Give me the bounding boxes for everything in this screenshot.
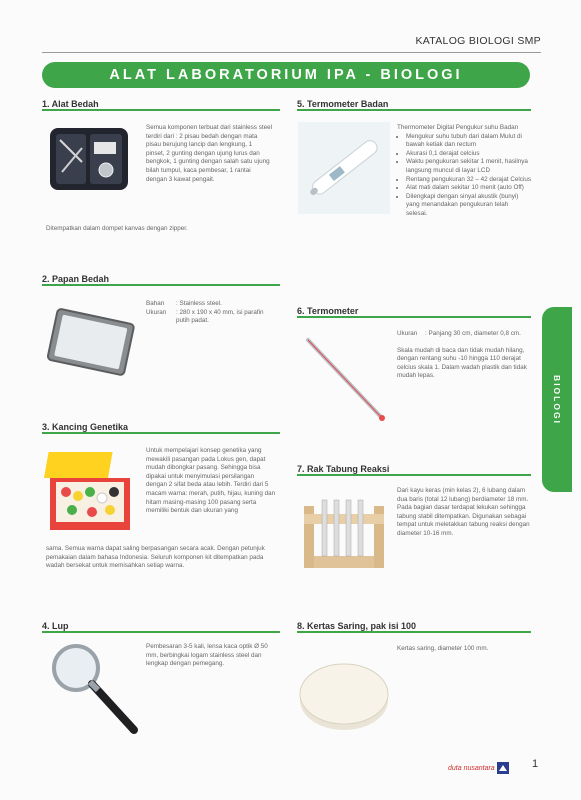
section-kertas-saring [297,620,531,632]
feature-item: • Mengukur suhu tubuh dari dalam Mulut di bawah ketiak dan rectum [406,133,531,150]
ukuran-value: : Panjang 30 cm, diameter 0,8 cm. [425,330,521,337]
glass-thermometer-image [300,330,388,426]
section-papan-bedah [42,273,280,285]
section-termometer [297,305,531,317]
section-title: 4. Lup [42,621,69,631]
section-divider [42,432,280,434]
section-rak-tabung [297,463,531,475]
section-title: 1. Alat Bedah [42,99,99,109]
page-banner: ALAT LABORATORIUM IPA - BIOLOGI [42,62,530,88]
section-title: 7. Rak Tabung Reaksi [297,464,390,474]
section-divider [42,109,280,111]
section-divider [42,284,280,286]
section-title: 6. Termometer [297,306,359,316]
papan-bedah-specs [146,300,276,326]
feature-item: • Akurasi 0,1 derajat celcius [406,150,531,159]
side-tab-label: BIOLOGI [552,374,562,425]
lup-desc: Pembesaran 3-5 kali, lensa kaca optik Ø 50 mm, berbingkai logam stainless steel dan lengkap dengan pemegang. [146,643,268,668]
section-kancing-genetika [42,421,280,433]
ukuran-label: Ukuran [397,330,418,337]
magnifier-image [46,642,142,738]
ukuran-label: Ukuran [146,308,167,316]
feature-item: • Rentang pengukuran 32 – 42 derajat Celcius [406,176,531,185]
bahan-label: Bahan [146,300,165,307]
feature-item: • Alat mati dalam sekitar 10 menit (auto Off) [406,184,531,193]
section-title: 3. Kancing Genetika [42,422,129,432]
test-tube-rack-image [300,486,388,582]
section-termometer-badan [297,98,531,110]
rak-desc: Dari kayu keras (min kelas 2), 6 lubang dalam dua baris (total 12 lubang) berdiameter 18 mm. Pada bagian dasar terdapat lekukan sehingga tabung stabil ditempatkan. Digunakan sebagai tempat untuk meletakkan tabung reaksi dengan diameter 10-16 mm. [397,487,530,537]
kancing-note: sama. Semua warna dapat saling berpasangan secara acak. Dengan petunjuk pemakaian dalam bahasa Indonesia. Seluruh komponen kit ditempatkan pada wadah bersekat untuk memisahkan setiap warna. [46,545,265,570]
brand-name: duta nusantara [448,764,495,772]
section-title: 8. Kertas Saring, pak isi 100 [297,621,417,631]
dissecting-kit-image [46,122,132,194]
feature-item: • Dilengkapi dengan sinyal akustik (bunyi) yang menandakan pengukuran telah selesai. [406,193,531,219]
side-tab [542,307,572,492]
section-divider [297,474,531,476]
termometer-specs [397,330,531,381]
alat-bedah-note: Ditempatkan dalam dompet kanvas dengan zipper. [46,225,188,232]
filter-paper-image [298,652,390,736]
section-divider [42,631,280,633]
brand-mark-icon [497,762,509,774]
alat-bedah-desc: Semua komponen terbuat dari stainless steel terdiri dari : 2 pisau bedah dengan mata pisau berujung lancip dan lengkung, 1 pinset, 2 gunting dengan ujung lurus dan bengkok, 1 gunting dengan salah satu ujung bilah tumpul, kaca pembesar, 1 rantai dengan 3 kawat pengait. [146,124,273,183]
feature-item: • Waktu pengukuran sekitar 1 menit, hasilnya langsung muncul di layar LCD [406,158,531,175]
section-title: 5. Termometer Badan [297,99,389,109]
genetic-beads-image [44,444,136,536]
section-divider [297,109,531,111]
termometer-badan-intro: Thermometer Digital Pengukur suhu Badan [397,124,519,131]
ukuran-value: : 280 x 190 x 40 mm, isi parafin putih padat. [176,308,264,325]
termometer-badan-specs [397,124,531,219]
brand-logo [448,762,509,774]
section-title: 2. Papan Bedah [42,274,110,284]
kancing-desc: Untuk mempelajari konsep genetika yang mewakili pasangan pada Lokus gen, dapat mudah dibongkar pasang. Sehingga bisa dipakai untuk menyimulasi persilangan dengan 2 sifat beda atau lebih. Terdiri dari 5 macam warna: merah, putih, hijau, kuning dan hitam masing-masing 100 pasang serta memiliki bentuk dan ukuran yang [146,447,276,515]
page-number: 1 [532,758,539,770]
section-divider [297,316,531,318]
termometer-badan-features [397,133,531,219]
section-lup [42,620,280,632]
section-alat-bedah [42,98,280,110]
kertas-desc: Kertas saring, diameter 100 mm. [397,645,489,652]
header-divider [42,52,541,53]
dissecting-tray-image [46,298,136,384]
termometer-desc: Skala mudah di baca dan tidak mudah hilang, dengan rentang suhu -10 hingga 110 derajat celcius skala 1. Dalam wadah plastik dan tidak mudah lepas. [397,346,527,380]
catalog-header: KATALOG BIOLOGI SMP [415,35,541,47]
section-divider [297,631,531,633]
digital-thermometer-image [298,122,390,214]
bahan-value: : Stainless steel. [176,300,222,307]
